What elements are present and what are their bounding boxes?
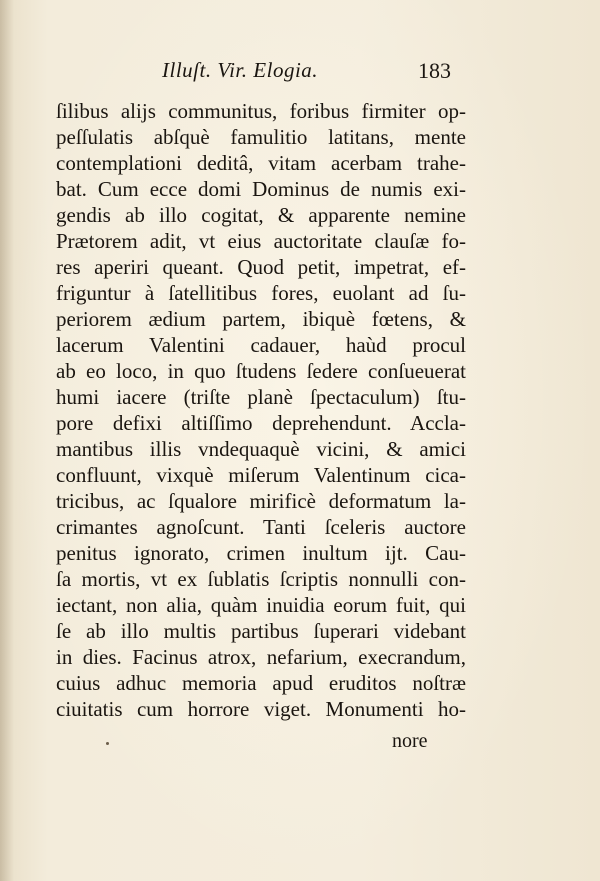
catchword: nore bbox=[392, 730, 428, 752]
text-line: ciuitatis cum horrore viget. Monumenti ho- bbox=[56, 697, 466, 721]
text-line: tricibus, ac ſqualore mirificè deformatum la- bbox=[56, 489, 466, 513]
text-line: cuius adhuc memoria apud eruditos noſtræ bbox=[56, 671, 466, 695]
body-text bbox=[56, 98, 466, 722]
text-line: contemplationi deditâ, vitam acerbam trahe- bbox=[56, 151, 466, 175]
text-line: friguntur à ſatellitibus fores, euolant ad ſu- bbox=[56, 281, 466, 305]
text-line: gendis ab illo cogitat, & apparente nemine bbox=[56, 203, 466, 227]
text-line: lacerum Valentini cadauer, haùd procul bbox=[56, 333, 466, 357]
text-line: pore defixi altiſſimo deprehendunt. Accla- bbox=[56, 411, 466, 435]
text-line: ſa mortis, vt ex ſublatis ſcriptis nonnulli con- bbox=[56, 567, 466, 591]
text-line: in dies. Facinus atrox, nefarium, execrandum, bbox=[56, 645, 466, 669]
page-number: 183 bbox=[418, 58, 451, 83]
binding-shadow bbox=[0, 0, 14, 881]
text-line: ab eo loco, in quo ſtudens ſedere conſueuerat bbox=[56, 359, 466, 383]
text-line: iectant, non alia, quàm inuidia eorum fuit, qui bbox=[56, 593, 466, 617]
text-line: ſe ab illo multis partibus ſuperari videbant bbox=[56, 619, 466, 643]
text-line: bat. Cum ecce domi Dominus de numis exi- bbox=[56, 177, 466, 201]
text-line: confluunt, vixquè miſerum Valentinum cica- bbox=[56, 463, 466, 487]
text-line: ſilibus alijs communitus, foribus firmiter op- bbox=[56, 99, 466, 123]
running-head: Illuſt. Vir. Elogia. bbox=[162, 58, 319, 82]
text-line: penitus ignorato, crimen inultum ijt. Cau- bbox=[56, 541, 466, 565]
text-line: res aperiri queant. Quod petit, impetrat, ef- bbox=[56, 255, 466, 279]
text-line: humi iacere (triſte planè ſpectaculum) ſtu- bbox=[56, 385, 466, 409]
text-line: Prætorem adit, vt eius auctoritate clauſæ fo- bbox=[56, 229, 466, 253]
text-line: crimantes agnoſcunt. Tanti ſceleris auctore bbox=[56, 515, 466, 539]
text-line: mantibus illis vndequaquè vicini, & amici bbox=[56, 437, 466, 461]
text-line: peſſulatis abſquè famulitio latitans, mente bbox=[56, 125, 466, 149]
text-line: periorem ædium partem, ibiquè fœtens, & bbox=[56, 307, 466, 331]
paper-speck bbox=[106, 742, 109, 745]
